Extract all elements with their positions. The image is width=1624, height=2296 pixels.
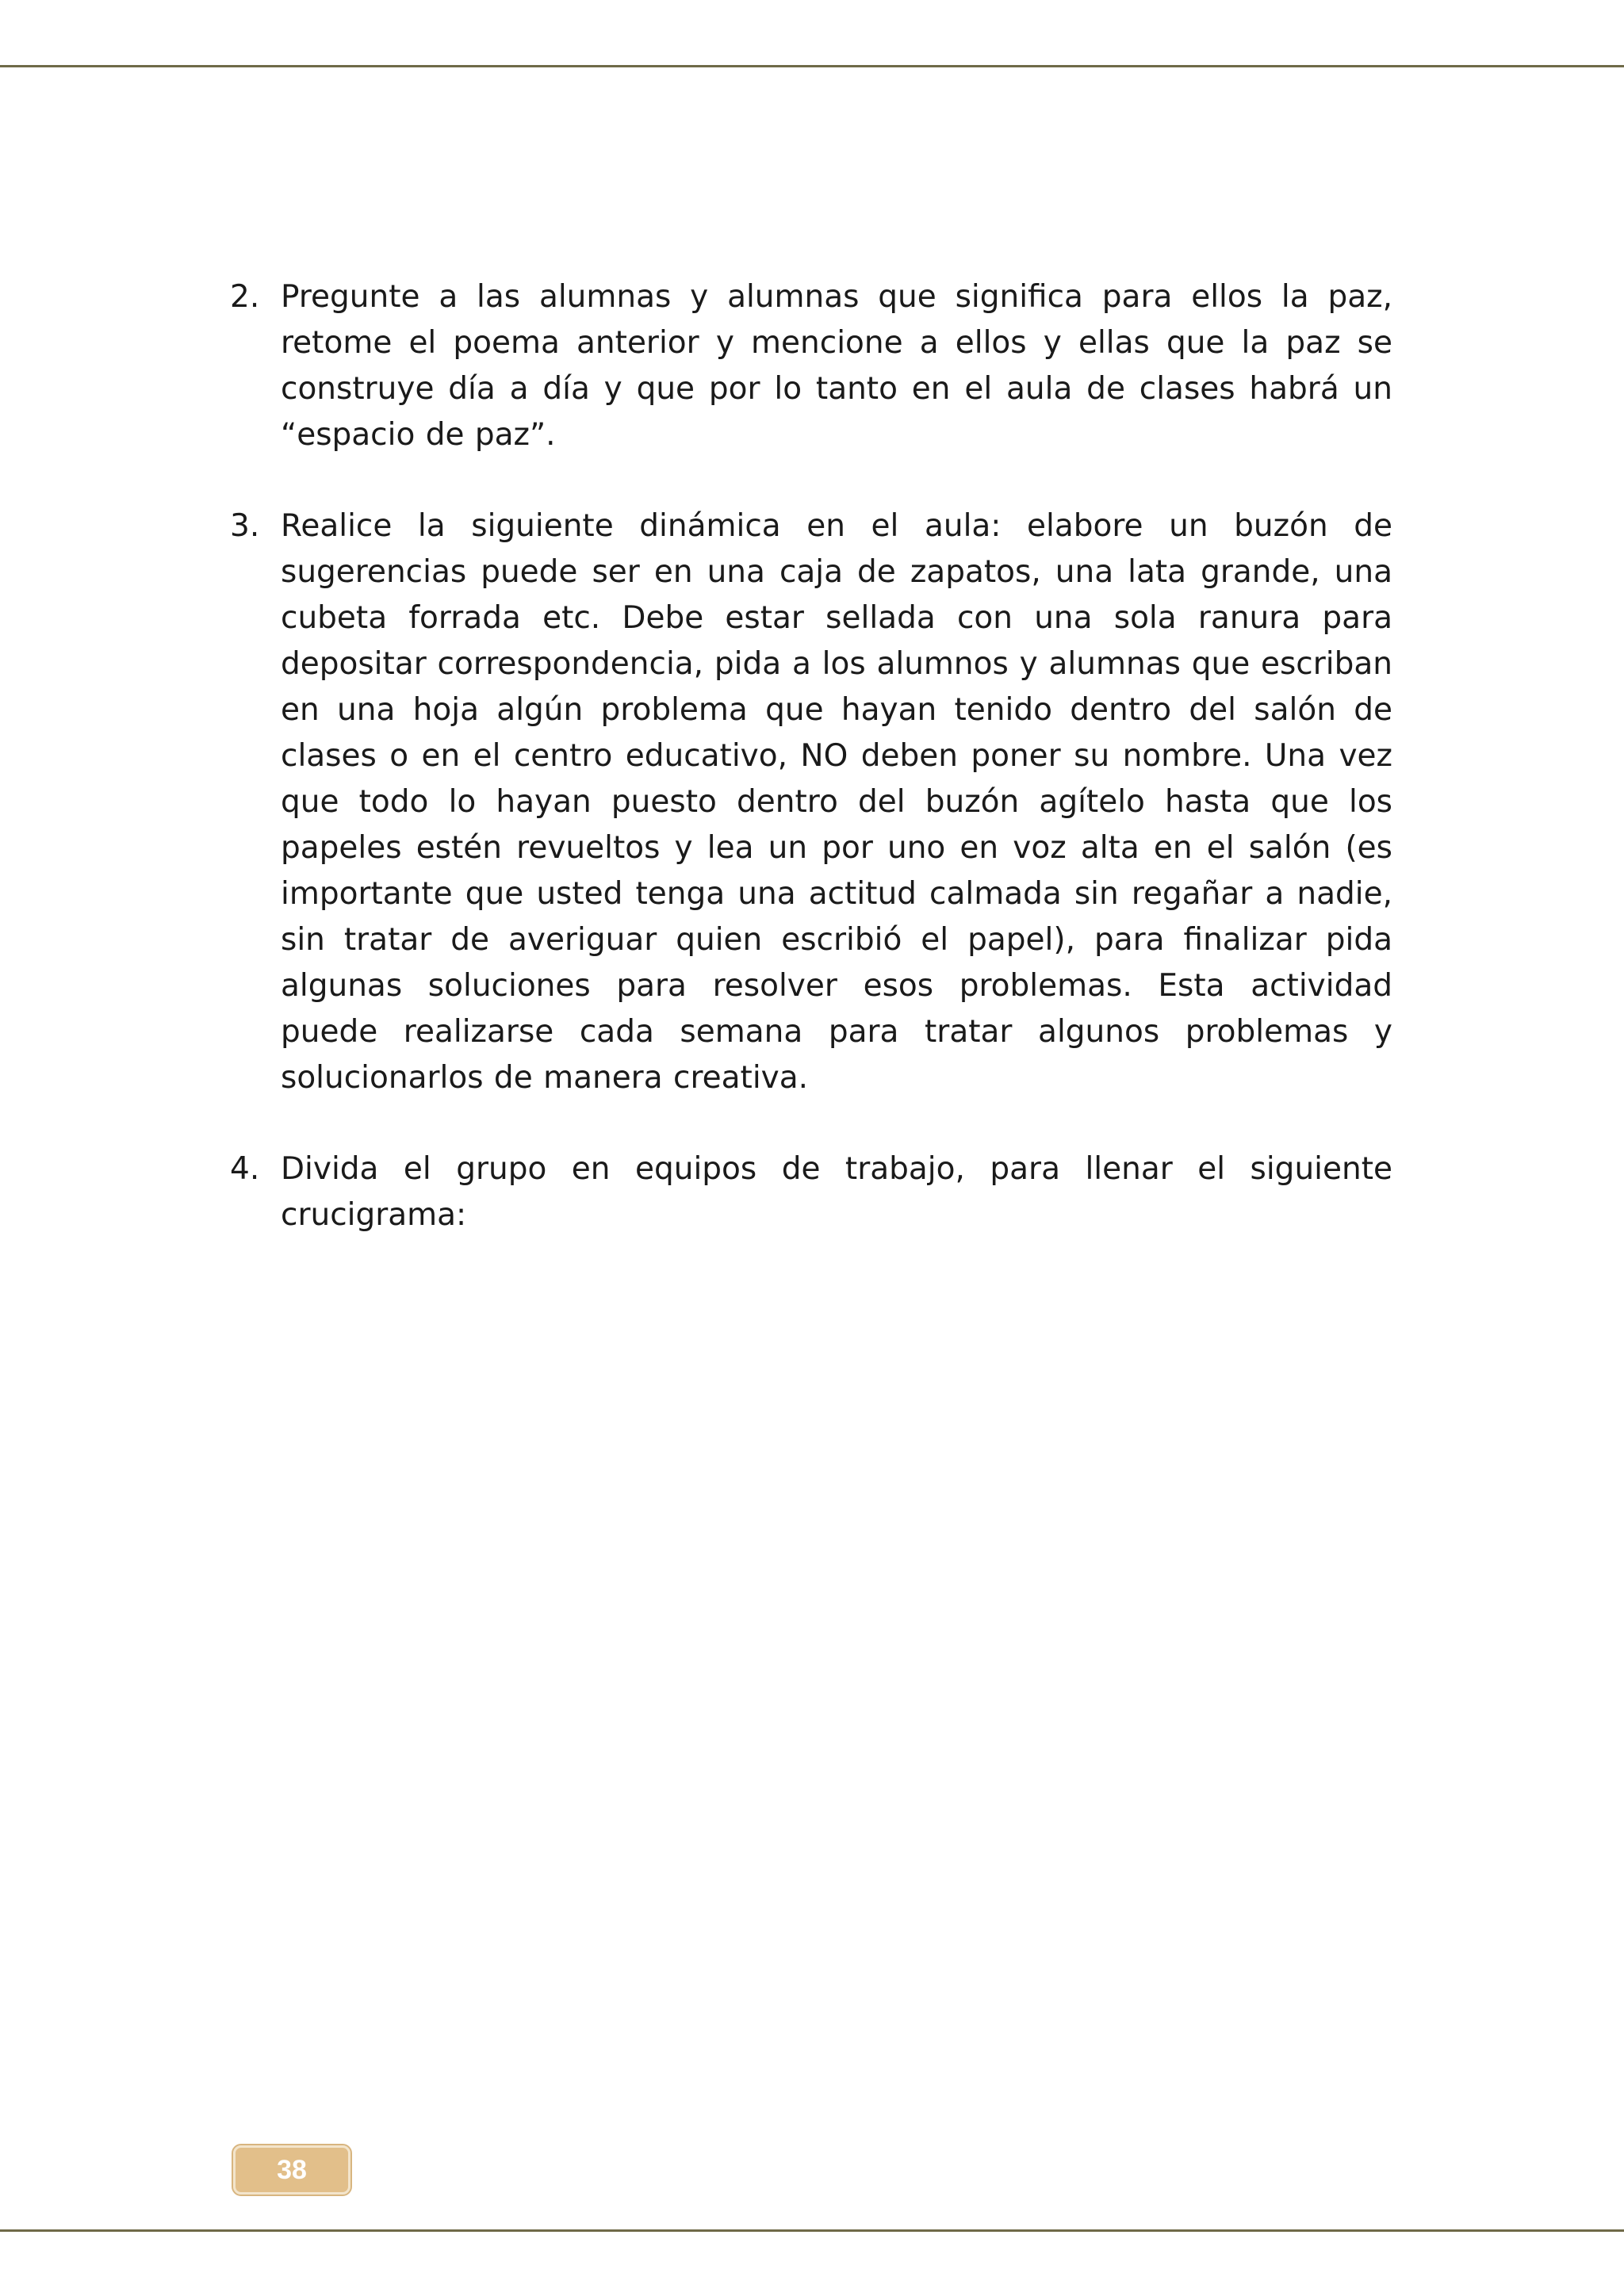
list-item-text: Realice la siguiente dinámica en el aula: elabore un buzón de sugerencias puede ser en una caja de zapatos, una lata grande, una cubeta forrada etc. Debe estar sellada con una sola ranura para depositar correspondencia, pida a los alumnos y alumnas que escriban en una hoja algún problema que hayan tenido dentro del salón de clases o en el centro educativo, NO deben poner su nombre. Una vez que todo lo hayan puesto dentro del buzón agítelo hasta que los papeles estén revueltos y lea un por uno en voz alta en el salón (es importante que usted tenga una actitud calmada sin regañar a nadie, sin tratar de averiguar quien escribió el papel), para finalizar pida algunas soluciones para resolver esos problemas. Esta actividad puede realizarse cada semana para tratar algunos problemas y solucionarlos de manera creativa. [281, 508, 1392, 1096]
list-item [230, 1146, 1392, 1238]
list-item [230, 274, 1392, 458]
list-item-number: 4. [230, 1151, 260, 1187]
top-rule [0, 65, 1624, 67]
list-item-number: 3. [230, 508, 260, 544]
bottom-rule [0, 2229, 1624, 2232]
list-item-number: 2. [230, 279, 260, 315]
list-item-text: Pregunte a las alumnas y alumnas que significa para ellos la paz, retome el poema anterior y mencione a ellos y ellas que la paz se construye día a día y que por lo tanto en el aula de clases habrá un “espacio de paz”. [281, 279, 1392, 453]
page-number: 38 [277, 2154, 307, 2185]
page-number-badge [233, 2145, 350, 2195]
list-item-text: Divida el grupo en equipos de trabajo, para llenar el siguiente crucigrama: [281, 1151, 1392, 1233]
list-item [230, 503, 1392, 1101]
document-body [230, 274, 1392, 1284]
